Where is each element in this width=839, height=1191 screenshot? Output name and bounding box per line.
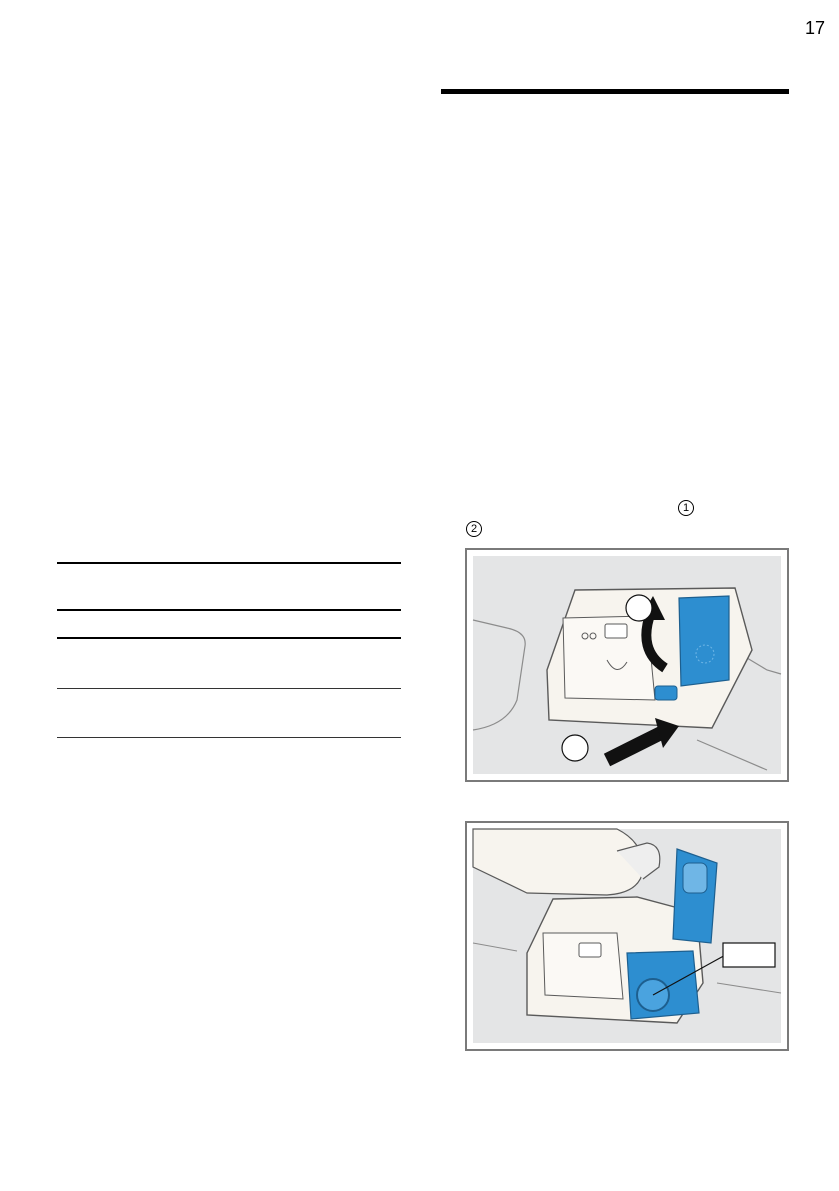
table-header-rule	[57, 609, 401, 611]
figure-open-dispenser	[465, 548, 789, 782]
section-heading-rule	[441, 89, 789, 94]
table-top-rule	[57, 562, 401, 564]
table-row-rule	[57, 688, 401, 689]
table-row-rule	[57, 637, 401, 639]
table-bottom-rule	[57, 737, 401, 738]
step-callouts	[444, 500, 774, 536]
callout-number-2: 2	[466, 521, 482, 537]
callout-number-1: 1	[678, 500, 694, 516]
figure-fill-rinse-aid	[465, 821, 789, 1051]
page-number: 17	[804, 18, 825, 38]
figure-open-dispenser-illustration	[467, 550, 787, 780]
figure-fill-rinse-aid-illustration	[467, 823, 787, 1049]
